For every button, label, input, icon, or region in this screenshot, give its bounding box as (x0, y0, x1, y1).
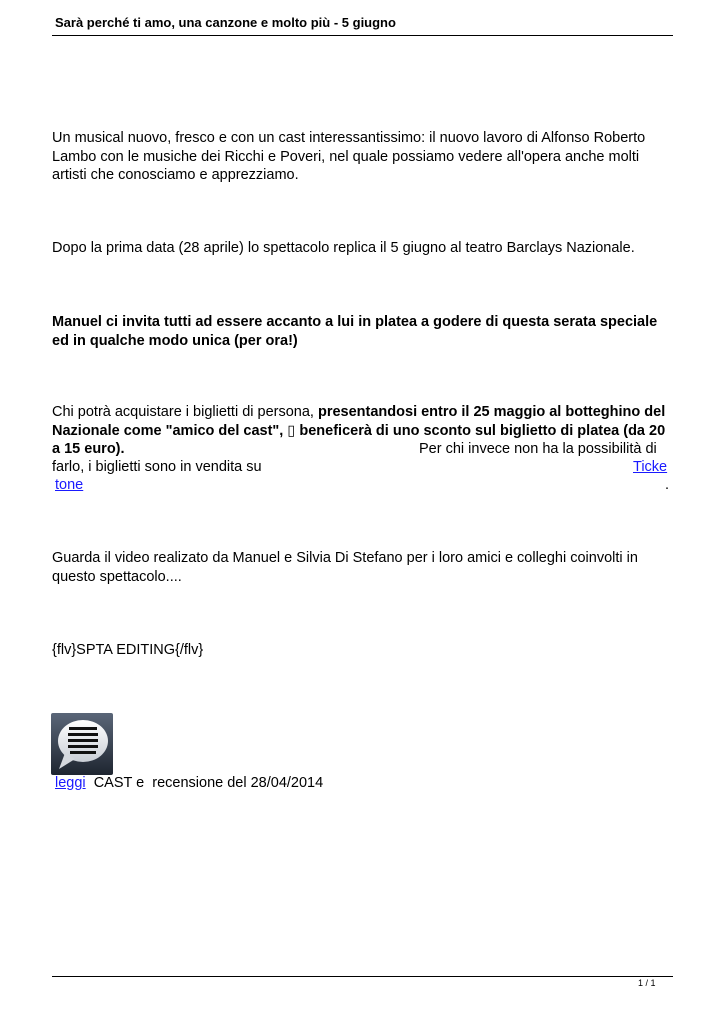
read-more-link[interactable]: leggi (55, 775, 86, 791)
read-more-text: CAST e recensione del 28/04/2014 (85, 775, 324, 791)
intro-paragraph: Un musical nuovo, fresco e con un cast interessantissimo: il nuovo lavoro di Alfonso Roberto Lambo con le musiche dei Ricchi e Poveri, nel quale possiamo vedere all'opera anche molti artisti che conosciamo e apprezziamo. (52, 130, 646, 183)
header-divider (52, 35, 673, 36)
tickets-alt-2: farlo, i biglietti sono in vendita su (52, 459, 262, 475)
ticketone-link-continued[interactable]: tone (55, 477, 84, 493)
page-title: Sarà perché ti amo, una canzone e molto più - 5 giugno (55, 15, 396, 30)
footer-divider (52, 976, 673, 977)
invite-paragraph: Manuel ci invita tutti ad essere accanto a lui in platea a godere di questa serata speciale ed in qualche modo unica (per ora!) (52, 314, 658, 349)
video-paragraph: Guarda il video realizato da Manuel e Silvia Di Stefano per i loro amici e colleghi coinvolti in questo spettacolo.... (52, 550, 638, 585)
tickets-lead: Chi potrà acquistare i biglietti di persona, (52, 404, 318, 420)
tickets-alt: Per chi invece non ha la possibilità di (419, 441, 657, 457)
dates-paragraph: Dopo la prima data (28 aprile) lo spettacolo replica il 5 giugno al teatro Barclays Nazionale. (52, 240, 635, 256)
page-number: 1 / 1 (638, 978, 656, 988)
read-more-line (52, 774, 323, 793)
speech-bubble-icon[interactable] (51, 713, 113, 775)
ticketone-link[interactable]: Ticke (633, 459, 668, 475)
tickets-period: . (665, 477, 670, 493)
flv-embed-placeholder: {flv}SPTA EDITING{/flv} (52, 642, 204, 658)
tickets-discount: presentandosi entro il 25 maggio al botteghino del Nazionale come "amico del cast", ▯ beneficerà di uno sconto sul biglietto di platea (da 20 a 15 euro). (52, 404, 666, 457)
